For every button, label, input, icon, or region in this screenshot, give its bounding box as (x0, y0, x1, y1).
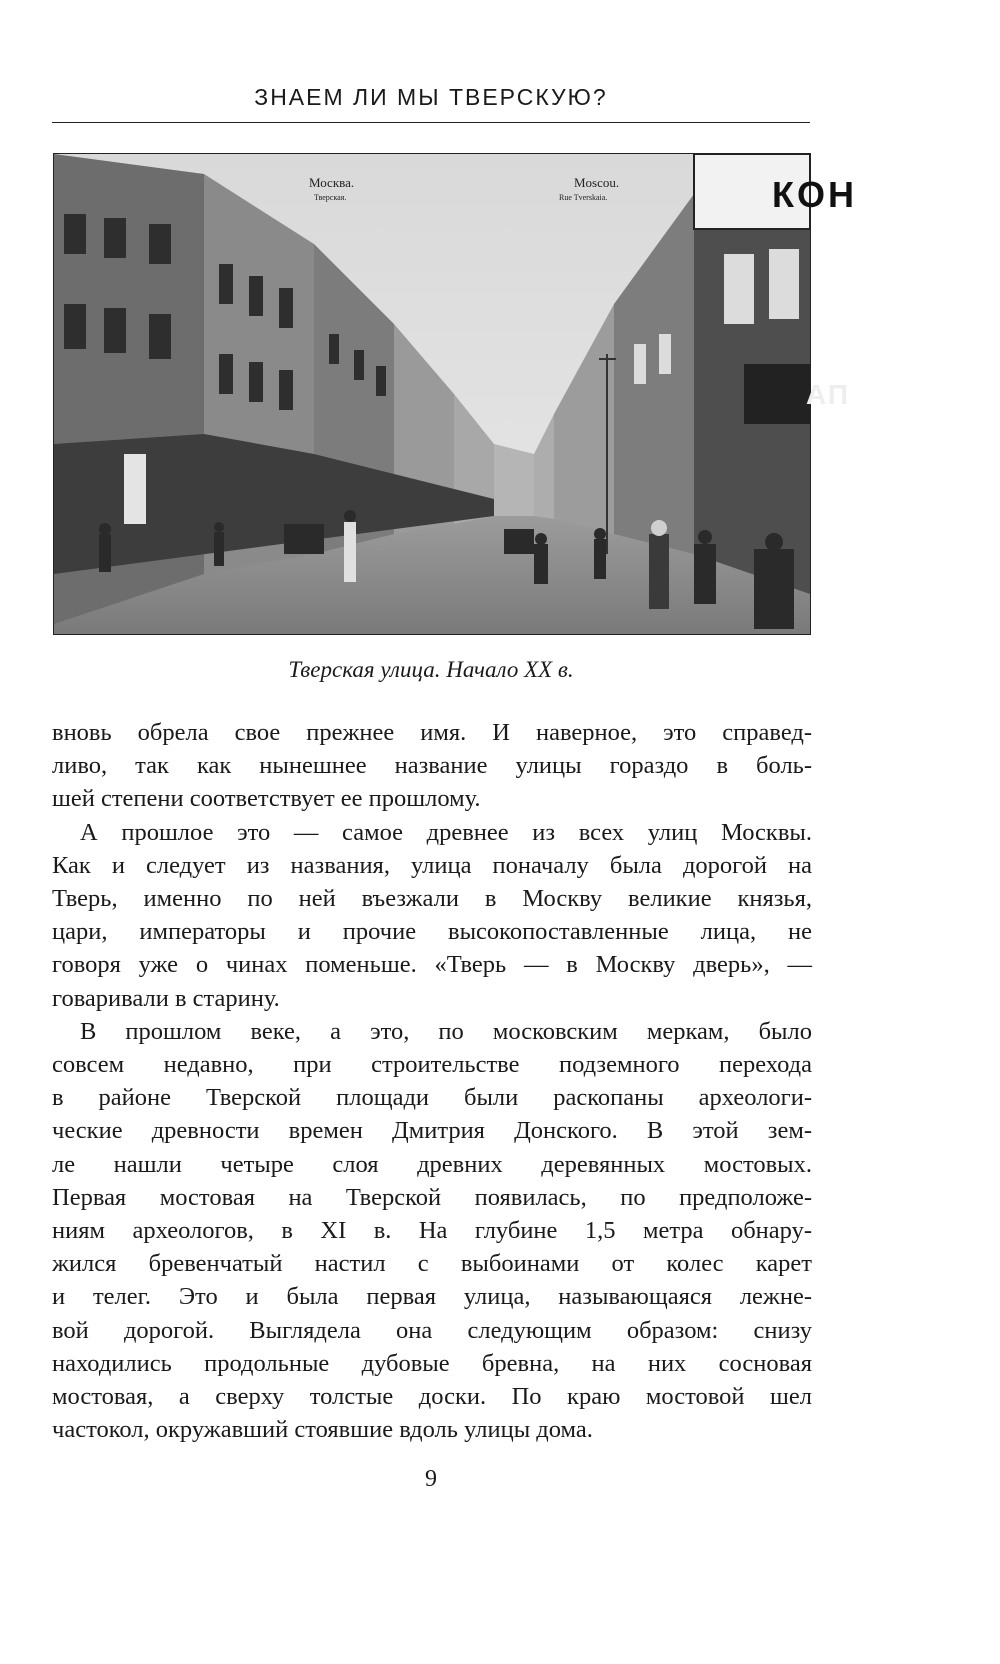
figure-caption: Тверская улица. Начало XX в. (288, 657, 574, 682)
paragraph (52, 716, 812, 816)
text-line: В прошлом веке, а это, по московским меркам, было (80, 1017, 812, 1045)
street-photo (53, 153, 857, 635)
text-line: в районе Тверской площади были раскопаны археологи- (52, 1084, 812, 1112)
text-line: и телег. Это и была первая улица, называющаяся лежне- (52, 1283, 812, 1311)
text-line: Тверь, именно по ней въезжали в Москву великие князья, (52, 885, 812, 913)
text-line: находились продольные дубовые бревна, на них сосновая (52, 1349, 812, 1377)
text-line: цари, императоры и прочие высокопоставленные лица, не (52, 918, 812, 946)
street-photo-drawing (54, 154, 810, 634)
photo-caption-ru-subtitle: Тверская. (314, 193, 347, 202)
text-line: ливо, так как нынешнее название улицы гораздо в боль- (52, 752, 812, 780)
text-line: говаривали в старину. (52, 984, 280, 1012)
text-line: говоря уже о чинах поменьше. «Тверь — в Москву дверь», — (52, 951, 812, 979)
text-line: жился бревенчатый настил с выбоинами от колес карет (52, 1250, 812, 1278)
text-line: ческие древности времен Дмитрия Донского. В этой зем- (52, 1117, 812, 1145)
text-line: ниям археологов, в XI в. На глубине 1,5 метра обнару- (52, 1217, 812, 1245)
text-line: совсем недавно, при строительстве подземного перехода (52, 1051, 812, 1079)
running-head: ЗНАЕМ ЛИ МЫ ТВЕРСКУЮ? (254, 84, 608, 110)
shop-sign-middle: АП (806, 379, 850, 410)
text-line: шей степени соответствует ее прошлому. (52, 785, 481, 813)
photo-caption-fr-title: Moscou. (574, 175, 620, 190)
paragraph (52, 816, 812, 1015)
body-text (52, 716, 812, 1446)
paragraph (52, 1015, 812, 1447)
text-line: мостовая, а сверху толстые доски. По краю мостовой шел (52, 1383, 812, 1411)
text-line: Первая мостовая на Тверской появилась, по предположе- (52, 1183, 812, 1211)
text-line: ле нашли четыре слоя древних деревянных мостовых. (52, 1150, 812, 1178)
text-line: А прошлое это — самое древнее из всех улиц Москвы. (80, 818, 812, 846)
header-rule (52, 122, 810, 123)
photo-caption-ru-title: Москва. (309, 175, 355, 190)
text-line: вой дорогой. Выглядела она следующим образом: снизу (52, 1316, 812, 1344)
photo-caption-fr-subtitle: Rue Tverskaia. (559, 193, 608, 202)
shop-sign-top: КОН (772, 174, 857, 215)
text-line: вновь обрела свое прежнее имя. И наверное, это справед- (52, 719, 812, 746)
text-line: частокол, окружавший стоявшие вдоль улицы дома. (52, 1416, 593, 1444)
text-line: Как и следует из названия, улица поначалу была дорогой на (52, 851, 812, 879)
page-number: 9 (425, 1466, 437, 1492)
